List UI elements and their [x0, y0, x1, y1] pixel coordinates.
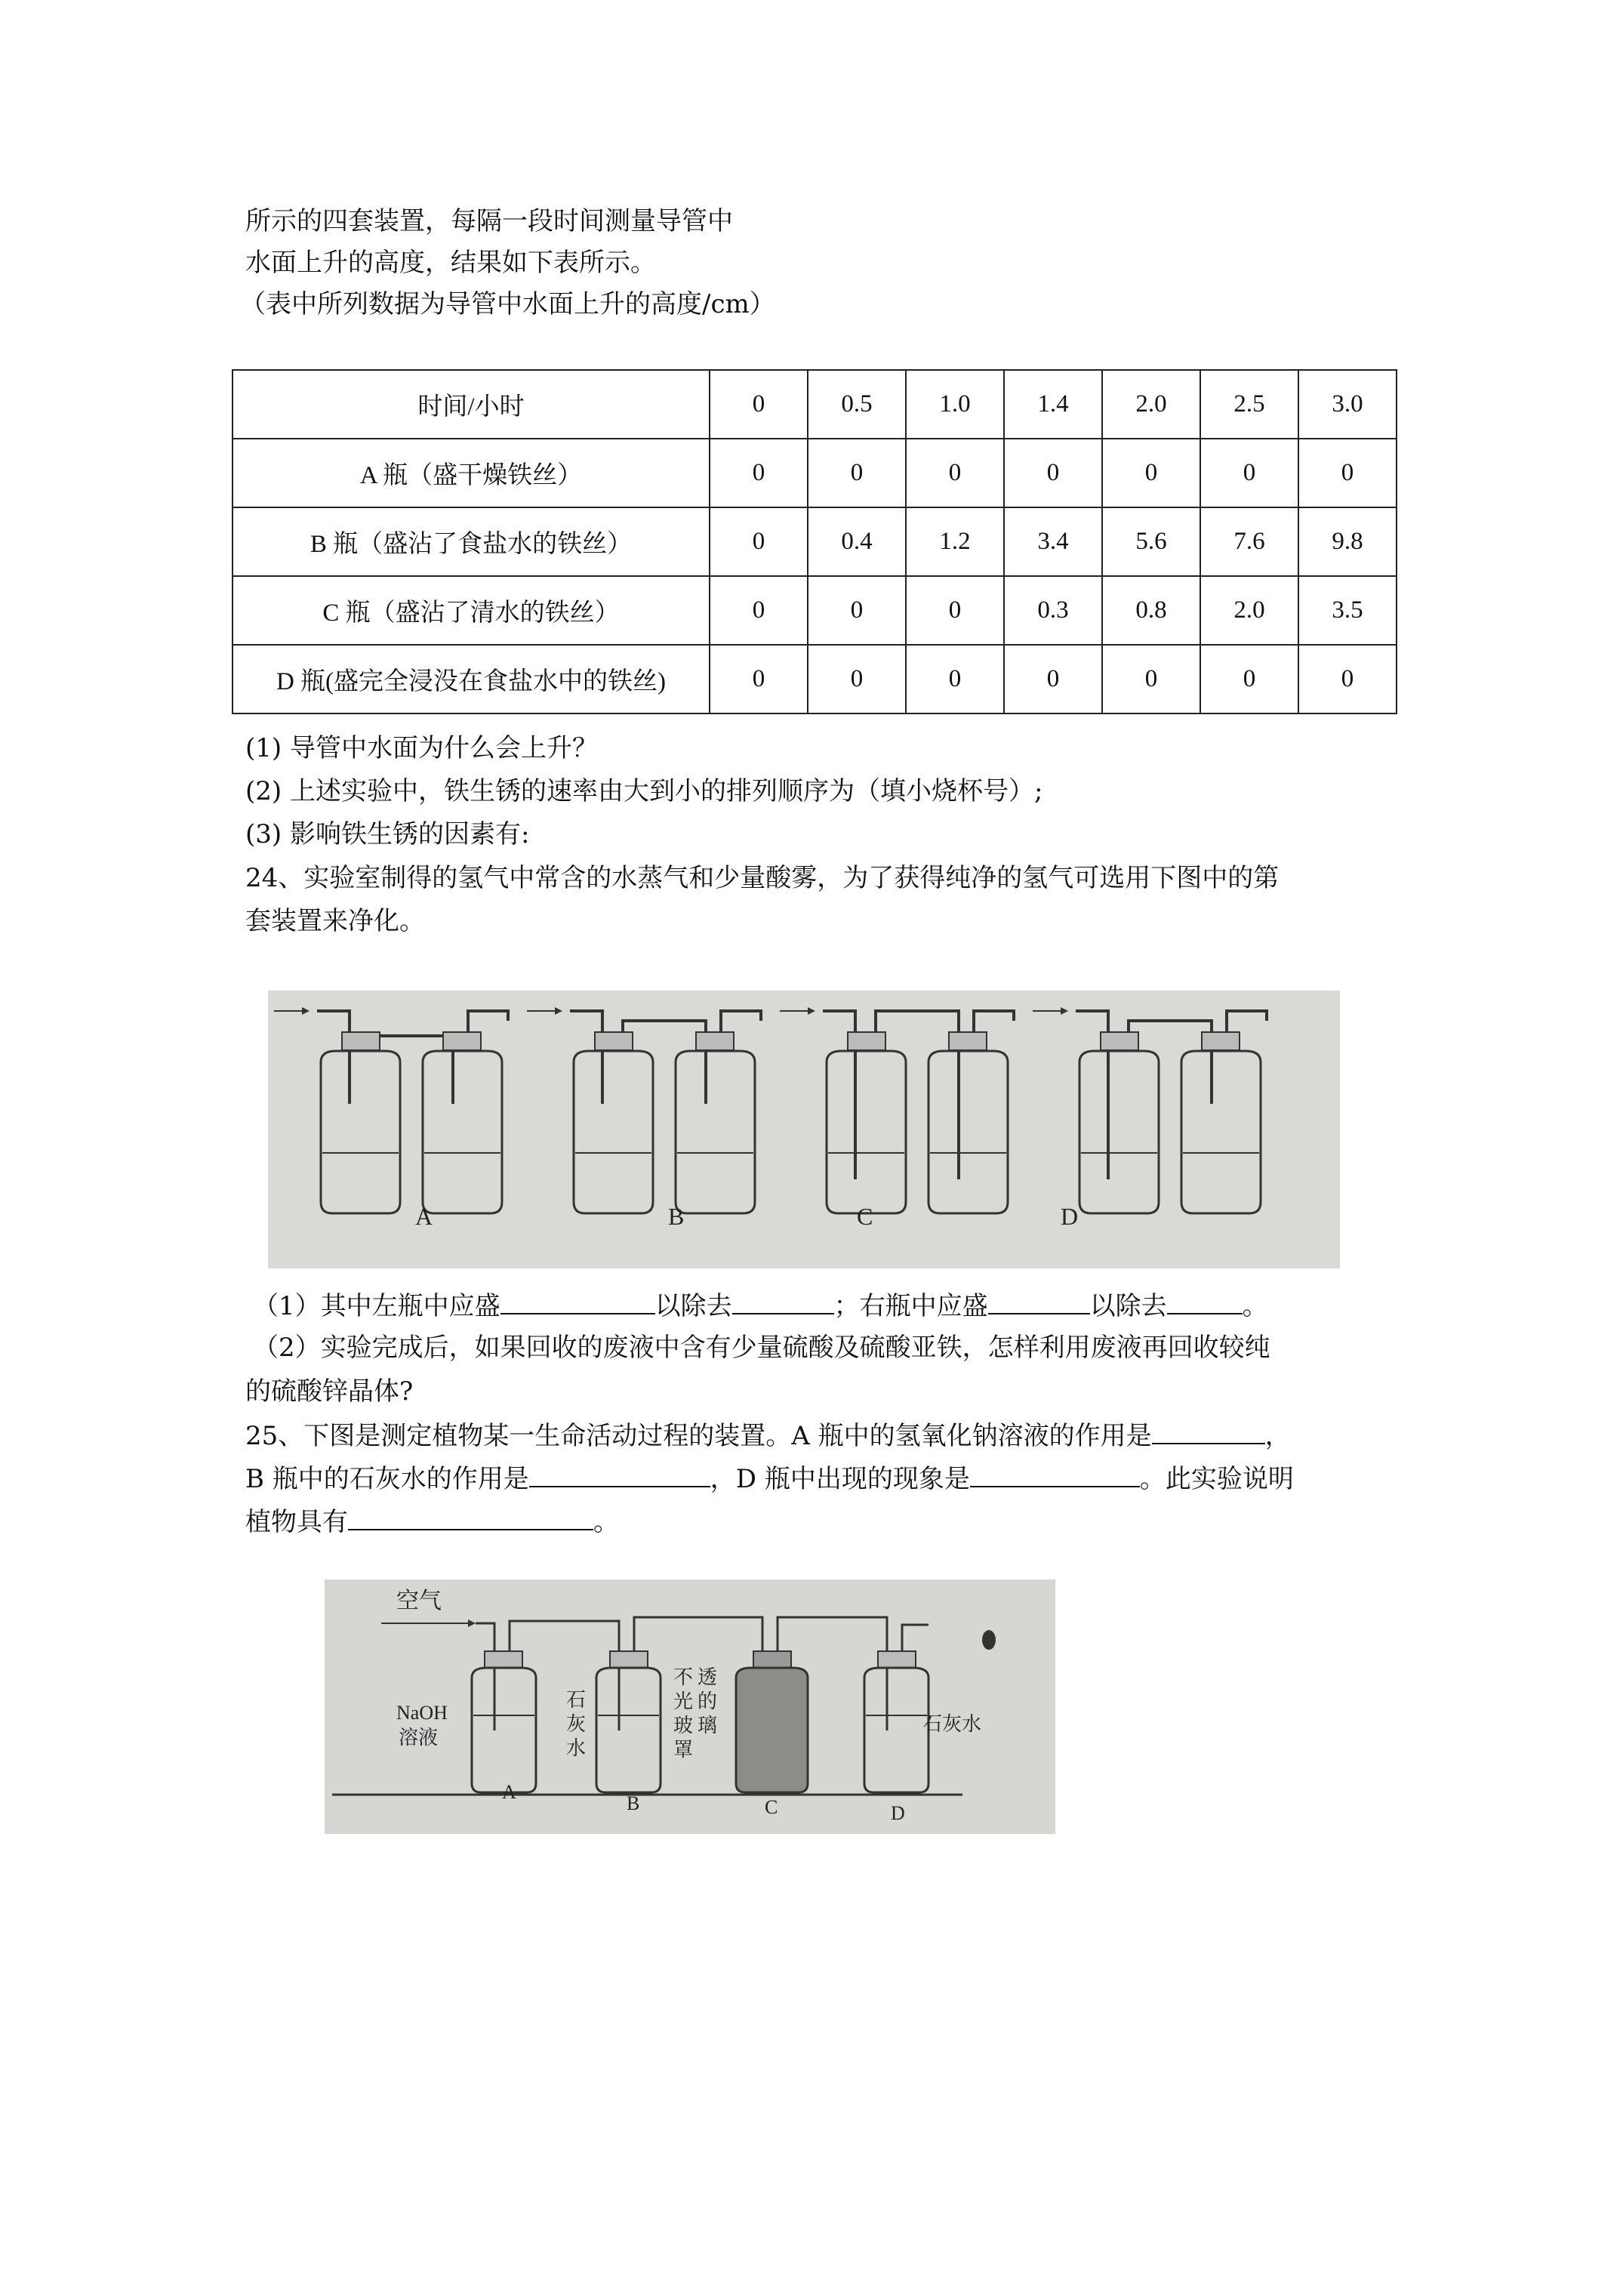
apparatus-set-a: [274, 1007, 508, 1230]
q24-sub-1-text: ；右瓶中应盛: [833, 1291, 988, 1321]
q25-line-1: [245, 1417, 1291, 1453]
value-cell: 0: [1004, 439, 1102, 507]
q25-text: 。: [593, 1507, 619, 1537]
row-label: D 瓶(盛完全浸没在食盐水中的铁丝): [233, 645, 710, 713]
limewater-b-char: 石: [566, 1689, 587, 1711]
time-cell: 3.0: [1298, 370, 1397, 439]
q24-stem-line-2: 套装置来净化。: [245, 906, 425, 936]
q25-text: ，: [1264, 1421, 1291, 1451]
value-cell: 0: [710, 507, 808, 576]
value-cell: 1.2: [906, 507, 1004, 576]
q25-text: 25、下图是测定植物某一生命活动过程的装置。A 瓶中的氢氧化钠溶液的作用是: [245, 1421, 1152, 1451]
air-label: 空气: [396, 1589, 442, 1613]
table-header-row: [233, 370, 1397, 439]
value-cell: 5.6: [1102, 507, 1200, 576]
row-label: A 瓶（盛干燥铁丝）: [233, 439, 710, 507]
answer-blank[interactable]: [348, 1503, 593, 1530]
q24-sub-2-line-1: （2）实验完成后，如果回收的废液中含有少量硫酸及硫酸亚铁，怎样利用废液再回收较纯: [253, 1333, 1270, 1363]
answer-blank[interactable]: [988, 1287, 1090, 1314]
q25-text: 。此实验说明: [1139, 1464, 1294, 1494]
answer-blank[interactable]: [970, 1460, 1140, 1487]
value-cell: 3.4: [1004, 507, 1102, 576]
cover-label-char: 璃: [698, 1715, 718, 1737]
cover-label-char: 不: [673, 1666, 694, 1688]
value-cell: 0.4: [808, 507, 906, 576]
set-label-d: D: [1061, 1203, 1079, 1230]
gas-washing-figure: [268, 991, 1340, 1268]
time-cell: 2.0: [1102, 370, 1200, 439]
apparatus-set-b: [527, 1007, 761, 1230]
intro-line-3: （表中所列数据为导管中水面上升的高度/cm）: [240, 289, 775, 319]
bottle-label-a: A: [502, 1781, 516, 1803]
set-label-c: C: [857, 1203, 873, 1230]
answer-blank[interactable]: [1152, 1417, 1265, 1444]
limewater-b-char: 水: [566, 1737, 587, 1759]
value-cell: 0: [906, 439, 1004, 507]
value-cell: 0: [710, 439, 808, 507]
value-cell: 0: [808, 645, 906, 713]
value-cell: 0.8: [1102, 576, 1200, 645]
q24-sub-2-line-2: 的硫酸锌晶体?: [245, 1376, 414, 1407]
value-cell: 0: [1200, 645, 1298, 713]
q23-sub-3: (3) 影响铁生锈的因素有:: [245, 819, 530, 849]
value-cell: 0: [710, 645, 808, 713]
value-cell: 0: [1200, 439, 1298, 507]
table-header-label: 时间/小时: [233, 370, 710, 439]
value-cell: 0: [808, 439, 906, 507]
table-row: [233, 576, 1397, 645]
q25-line-2: [245, 1460, 1294, 1496]
row-label: C 瓶（盛沾了清水的铁丝）: [233, 576, 710, 645]
set-label-b: B: [668, 1203, 685, 1230]
answer-blank[interactable]: [529, 1460, 710, 1487]
cover-label-char: 光: [673, 1690, 694, 1712]
apparatus-set-c: [780, 1007, 1014, 1230]
bottle-label-d: D: [891, 1802, 905, 1824]
q24-sub-1-text: （1）其中左瓶中应盛: [253, 1291, 500, 1321]
q24-sub-1-text: 以除去: [654, 1291, 732, 1321]
apparatus-set-d: [1033, 1007, 1267, 1230]
q25-text: 植物具有: [245, 1507, 348, 1537]
intro-line-2: 水面上升的高度，结果如下表所示。: [245, 248, 656, 278]
table-row: [233, 645, 1397, 713]
answer-blank[interactable]: [500, 1287, 655, 1314]
cover-label-char: 玻: [673, 1715, 694, 1737]
value-cell: 0: [1298, 645, 1397, 713]
cover-label-char: 罩: [673, 1739, 694, 1761]
cover-label-char: 透: [698, 1666, 718, 1688]
limewater-b-char: 灰: [566, 1713, 587, 1735]
bottle-label-c: C: [765, 1796, 778, 1818]
table-row: [233, 439, 1397, 507]
value-cell: 0: [1102, 439, 1200, 507]
naoh-label: NaOH: [396, 1702, 448, 1724]
time-cell: 0.5: [808, 370, 906, 439]
value-cell: 0: [906, 645, 1004, 713]
q23-sub-1: (1) 导管中水面为什么会上升？: [245, 733, 598, 763]
q23-sub-2: (2) 上述实验中，铁生锈的速率由大到小的排列顺序为（填小烧杯号）;: [245, 776, 1043, 806]
answer-blank[interactable]: [1167, 1287, 1243, 1314]
bottle-label-b: B: [627, 1792, 640, 1814]
value-cell: 0: [710, 576, 808, 645]
q24-sub-1-text: 以除去: [1089, 1291, 1167, 1321]
time-cell: 1.4: [1004, 370, 1102, 439]
time-cell: 1.0: [906, 370, 1004, 439]
value-cell: 7.6: [1200, 507, 1298, 576]
table-row: [233, 507, 1397, 576]
q24-stem-line-1: 24、实验室制得的氢气中常含的水蒸气和少量酸雾，为了获得纯净的氢气可选用下图中的第: [245, 863, 1280, 893]
value-cell: 0.3: [1004, 576, 1102, 645]
gas-washing-diagram: [268, 991, 1340, 1268]
cover-label-char: 的: [698, 1690, 718, 1712]
limewater-d-label: 石灰水: [922, 1713, 982, 1735]
value-cell: 2.0: [1200, 576, 1298, 645]
q25-text: B 瓶中的石灰水的作用是: [245, 1464, 529, 1494]
rust-data-table: [232, 369, 1397, 714]
value-cell: 0: [1298, 439, 1397, 507]
plant-respiration-diagram: [325, 1579, 1055, 1834]
value-cell: 0: [1102, 645, 1200, 713]
q24-sub-1-text: 。: [1242, 1291, 1268, 1321]
q25-text: ，D 瓶中出现的现象是: [710, 1464, 970, 1494]
time-cell: 2.5: [1200, 370, 1298, 439]
plant-respiration-figure: [325, 1579, 1055, 1834]
naoh-label-2: 溶液: [399, 1727, 439, 1749]
value-cell: 3.5: [1298, 576, 1397, 645]
q25-line-3: [245, 1503, 619, 1539]
value-cell: 9.8: [1298, 507, 1397, 576]
value-cell: 0: [906, 576, 1004, 645]
time-cell: 0: [710, 370, 808, 439]
value-cell: 0: [808, 576, 906, 645]
row-label: B 瓶（盛沾了食盐水的铁丝）: [233, 507, 710, 576]
set-label-a: A: [415, 1203, 433, 1230]
value-cell: 0: [1004, 645, 1102, 713]
answer-blank[interactable]: [732, 1287, 834, 1314]
q24-sub-1: [253, 1287, 1268, 1324]
intro-line-1: 所示的四套装置，每隔一段时间测量导管中: [245, 206, 733, 236]
